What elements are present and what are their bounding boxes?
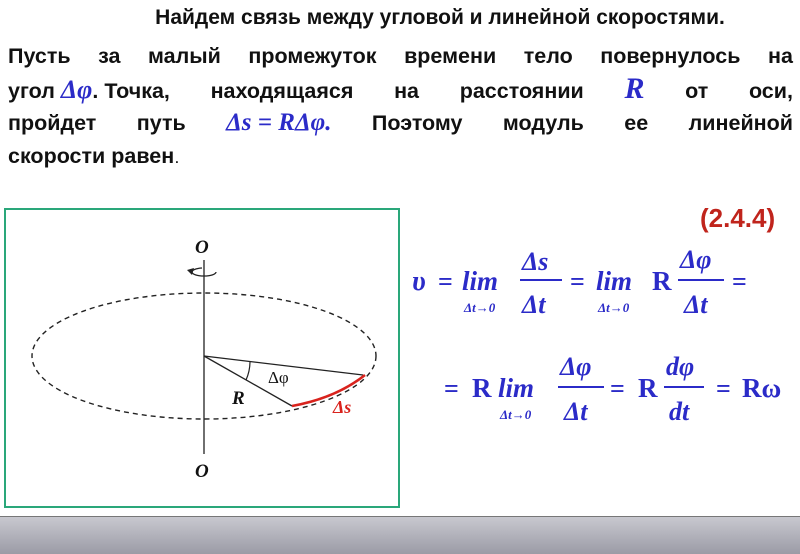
limit-subscript: Δt→0 [598,300,630,315]
word: промежуток [248,44,377,68]
word: тело [523,44,573,68]
word: линейной [688,111,793,135]
radius-symbol: R [638,373,658,403]
equals-sign: = [438,267,453,296]
footer-bar [0,516,800,554]
body-paragraph [8,40,793,175]
equals-sign: = [716,374,731,403]
equals-sign: = [444,374,459,403]
arc-length-formula: Δs = RΔφ. [226,109,332,136]
word: за [98,44,121,68]
word: оси, [748,78,793,103]
limit-operator: lim [498,373,535,403]
word: на [767,44,793,68]
word [8,74,170,108]
paragraph-line-3 [8,107,793,140]
radius-symbol: R [624,71,645,105]
word: на [394,78,420,103]
word: пройдет [8,111,97,135]
rotation-diagram [6,210,402,510]
delta-phi-symbol: Δφ [60,74,93,104]
word: от [685,78,709,103]
equals-sign: = [570,267,585,296]
word: малый [148,44,221,68]
slide-title: Найдем связь между угловой и линейной скоростями. [155,6,725,29]
word: времени [404,44,497,68]
velocity-symbol: υ [412,266,426,297]
word: расстоянии [459,78,584,103]
angle-arc [246,362,250,380]
denominator-dt: Δt [684,290,708,319]
numerator-ds: Δs [522,247,549,276]
equation-number: (2.4.4) [700,203,776,233]
word-text: угол [8,78,55,103]
period-mark: . [175,151,179,166]
radius-label: R [232,388,245,409]
limit-subscript: Δt→0 [500,407,532,422]
word: ее [624,111,649,135]
denominator-d-t: dt [669,397,690,426]
word: Пусть [8,44,71,68]
numerator-dphi: Δφ [560,352,592,381]
word: путь [136,111,186,135]
word: Поэтому [371,111,463,135]
arc-path-ds [292,375,365,406]
denominator-dt: Δt [522,290,546,319]
word: находящаяся [210,78,354,103]
arc-label: Δs [333,397,352,417]
numerator-dphi: Δφ [680,245,712,274]
formula-svg [404,240,800,440]
axis-label-bottom: O [195,461,209,482]
paragraph-line-4 [8,140,793,176]
paragraph-line-2 [8,73,793,108]
equals-sign: = [610,374,625,403]
word: модуль [502,111,584,135]
paragraph-line-1 [8,40,793,73]
limit-subscript: Δt→0 [464,300,496,315]
radius-symbol: R [652,266,672,296]
limit-operator: lim [462,266,499,296]
equals-sign: = [732,267,747,296]
angle-label: Δφ [268,368,289,387]
velocity-formula [404,240,800,440]
word-text: . Точка, [92,78,170,103]
word: повернулось [600,44,741,68]
numerator-d-phi: dφ [666,352,695,381]
rotation-figure [4,208,400,508]
word: скорости равен [8,143,175,168]
r-omega: Rω [742,373,782,403]
radius-symbol: R [472,373,492,403]
axis-label-top: O [195,237,209,258]
denominator-dt: Δt [564,397,588,426]
limit-operator: lim [596,266,633,296]
